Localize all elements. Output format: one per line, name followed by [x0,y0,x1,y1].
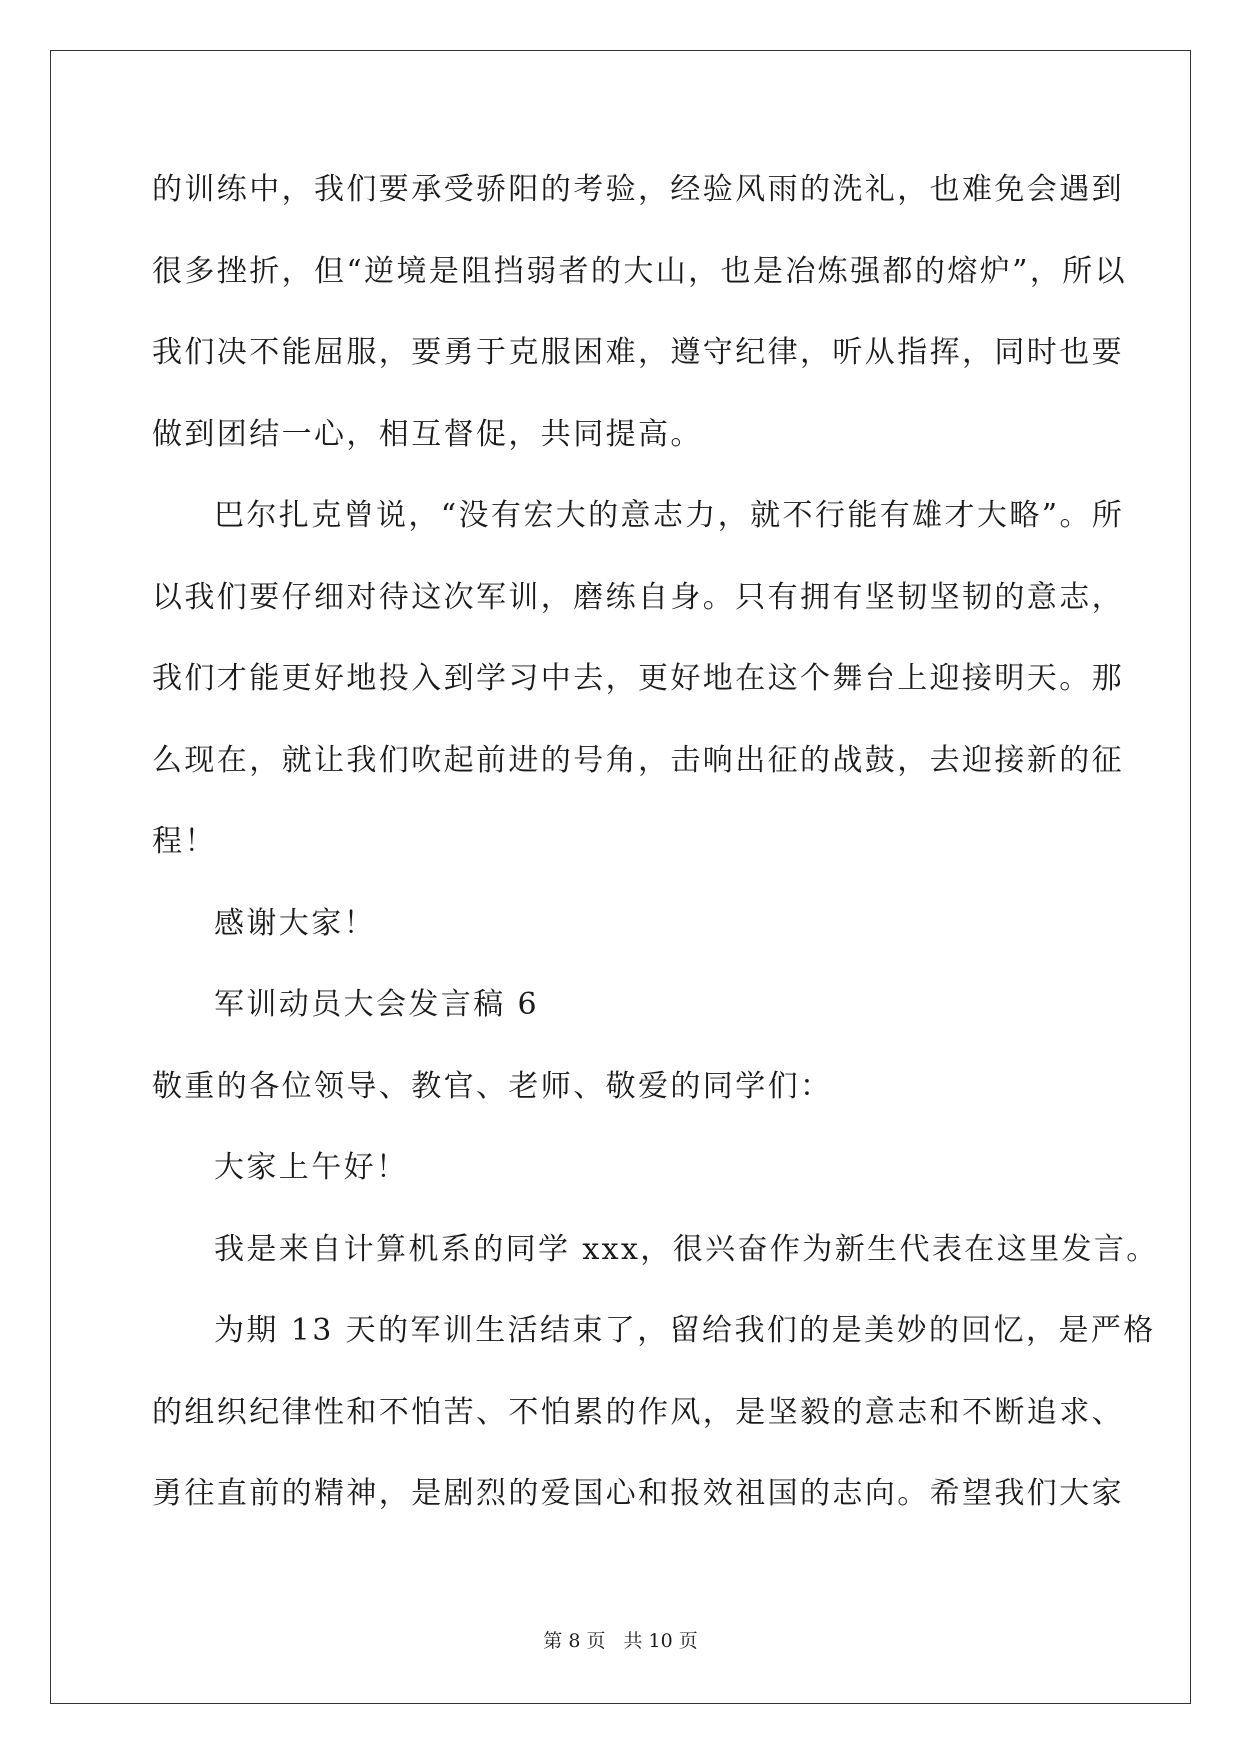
total-pages: 共 10 页 [623,1630,698,1652]
text-line: 做到团结一心，相互督促，共同提高。 [152,416,703,452]
text-line: 勇往直前的精神，是剧烈的爱国心和报效祖国的志向。希望我们大家 [152,1476,1124,1511]
page-footer [0,1629,1241,1653]
document-body [152,160,1159,1546]
text-line: 程！ [152,824,217,859]
text-line: 的组织纪律性和不怕苦、不怕累的作风，是坚毅的意志和不断追求、 [152,1394,1124,1430]
text-line: 我是来自计算机系的同学 xxx，很兴奋作为新生代表在这里发言。 [214,1231,1159,1267]
text-line: 以我们要仔细对待这次军训，磨练自身。只有拥有坚韧坚韧的意志， [152,579,1124,615]
text-line: 的训练中，我们要承受骄阳的考验，经验风雨的洗礼，也难免会遇到 [152,172,1124,207]
greeting: 大家上午好！ [214,1150,409,1185]
text-line: 巴尔扎克曾说，“没有宏大的意志力，就不行能有雄才大略”。所 [214,498,1125,533]
section-title: 军训动员大会发言稿 6 [214,987,540,1022]
text-line: 我们才能更好地投入到学习中去，更好地在这个舞台上迎接明天。那 [152,661,1124,696]
current-page-number: 第 8 页 [543,1630,606,1652]
text-line: 很多挫折，但“逆境是阻挡弱者的大山，也是冶炼强都的熔炉”，所以 [152,253,1128,289]
text-line: 么现在，就让我们吹起前进的号角，击响出征的战鼓，去迎接新的征 [152,742,1124,778]
text-line: 我们决不能屈服，要勇于克服困难，遵守纪律，听从指挥，同时也要 [152,335,1124,370]
salutation: 敬重的各位领导、教官、老师、敬爱的同学们： [152,1068,833,1104]
text-line: 为期 13 天的军训生活结束了，留给我们的是美妙的回忆，是严格 [214,1313,1156,1348]
closing-line: 感谢大家！ [214,905,376,941]
